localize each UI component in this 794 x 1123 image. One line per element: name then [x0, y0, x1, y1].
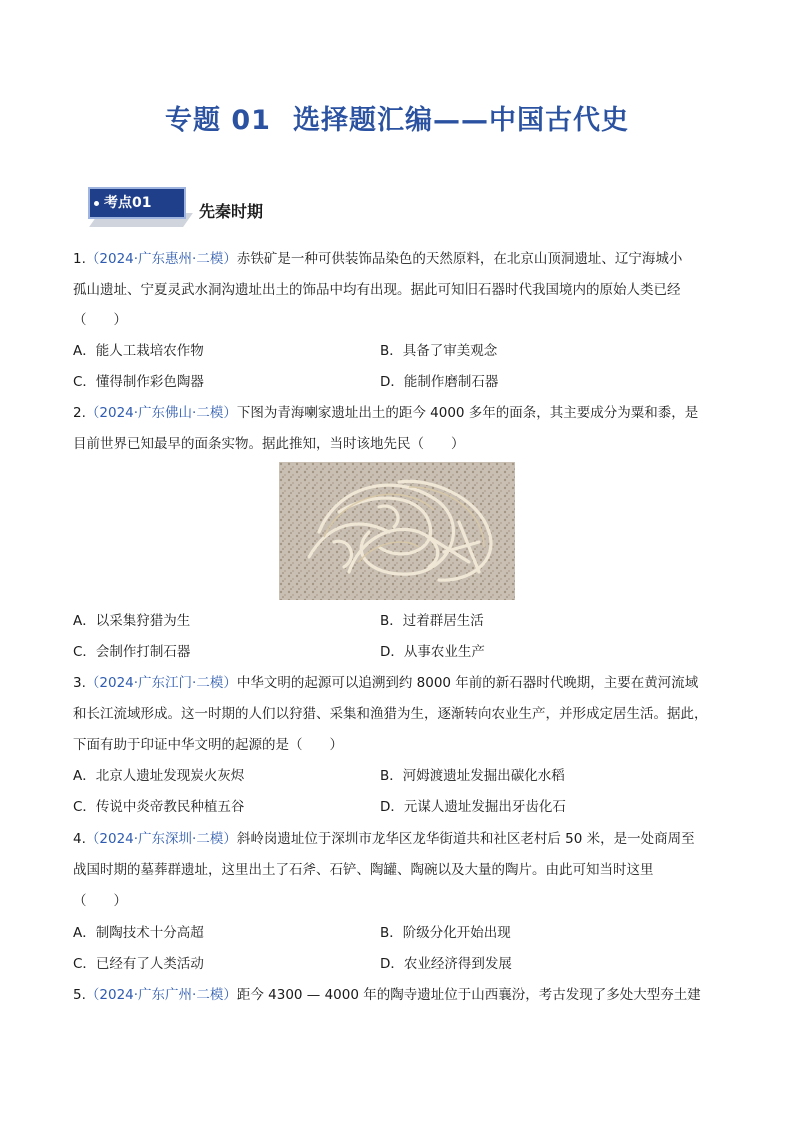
- question-4-line-1: [73, 830, 695, 848]
- question-number: 1.: [73, 251, 86, 267]
- question-4-option-b: B．阶级分化开始出现: [380, 925, 511, 941]
- page-title: [0, 98, 794, 137]
- section-title: 先秦时期: [199, 202, 264, 221]
- badge-dot-icon: [94, 201, 99, 206]
- question-5-line-1: [73, 986, 701, 1004]
- question-3-line-2: 和长江流域形成。这一时期的人们以狩猎、采集和渔猎为生，逐渐转向农业生产，并形成定居生活。据此，: [73, 706, 708, 722]
- question-2-option-c: C．会制作打制石器: [73, 644, 191, 660]
- section-badge: [88, 187, 188, 225]
- question-number: 5.: [73, 987, 86, 1003]
- question-2-line-2: 目前世界已知最早的面条实物。据此推知，当时该地先民（ ）: [73, 436, 465, 452]
- question-text: 下图为青海喇家遗址出土的距今 4000 多年的面条，其主要成分为粟和黍，是: [236, 405, 699, 421]
- noodle-photo: [279, 462, 515, 600]
- question-1-line-1: [73, 250, 682, 268]
- badge-label: 考点01: [104, 195, 152, 211]
- question-number: 4.: [73, 831, 86, 847]
- question-2-option-b: B．过着群居生活: [380, 613, 484, 629]
- question-text: 距今 4300 — 4000 年的陶寺遗址位于山西襄汾，考古发现了多处大型夯土建: [236, 987, 701, 1003]
- question-3-option-a: A．北京人遗址发现炭火灰烬: [73, 768, 245, 784]
- question-source: （2024·广东深圳·二模）: [85, 831, 237, 847]
- question-source: （2024·广东广州·二模）: [85, 987, 237, 1003]
- question-4-option-c: C．已经有了人类活动: [73, 956, 204, 972]
- question-number: 2.: [73, 405, 86, 421]
- question-text: 中华文明的起源可以追溯到约 8000 年前的新石器时代晚期，主要在黄河流域: [236, 675, 699, 691]
- question-text: 赤铁矿是一种可供装饰品染色的天然原料，在北京山顶洞遗址、辽宁海城小: [236, 251, 683, 267]
- question-1-line-3: （ ）: [73, 312, 127, 328]
- question-2-option-d: D．从事农业生产: [380, 644, 485, 660]
- question-3-line-1: [73, 674, 698, 692]
- question-4-option-d: D．农业经济得到发展: [380, 956, 512, 972]
- question-source: （2024·广东佛山·二模）: [85, 405, 237, 421]
- title-text: 选择题汇编——中国古代史: [292, 105, 629, 136]
- question-source: （2024·广东江门·二模）: [85, 675, 237, 691]
- question-1-option-d: D．能制作磨制石器: [380, 374, 499, 390]
- question-source: （2024·广东惠州·二模）: [85, 251, 237, 267]
- question-1-line-2: 孤山遗址、宁夏灵武水洞沟遗址出土的饰品中均有出现。据此可知旧石器时代我国境内的原始人类已经: [73, 282, 681, 298]
- question-1-option-a: A．能人工栽培农作物: [73, 343, 204, 359]
- question-3-line-3: 下面有助于印证中华文明的起源的是（ ）: [73, 737, 343, 753]
- question-4-option-a: A．制陶技术十分高超: [73, 925, 204, 941]
- question-2-line-1: [73, 404, 698, 422]
- question-3-option-b: B．河姆渡遗址发掘出碳化水稻: [380, 768, 565, 784]
- title-number: 专题 01: [165, 105, 271, 136]
- badge-box: [88, 187, 186, 219]
- question-3-option-d: D．元谋人遗址发掘出牙齿化石: [380, 799, 566, 815]
- question-3-option-c: C．传说中炎帝教民种植五谷: [73, 799, 245, 815]
- question-1-option-c: C．懂得制作彩色陶器: [73, 374, 204, 390]
- question-2-option-a: A．以采集狩猎为生: [73, 613, 191, 629]
- question-1-option-b: B．具备了审美观念: [380, 343, 498, 359]
- question-text: 斜岭岗遗址位于深圳市龙华区龙华街道共和社区老村后 50 米，是一处商周至: [236, 831, 695, 847]
- question-4-line-3: （ ）: [73, 893, 127, 909]
- question-4-line-2: 战国时期的墓葬群遗址，这里出土了石斧、石铲、陶罐、陶碗以及大量的陶片。由此可知当时这里: [73, 862, 654, 878]
- question-number: 3.: [73, 675, 86, 691]
